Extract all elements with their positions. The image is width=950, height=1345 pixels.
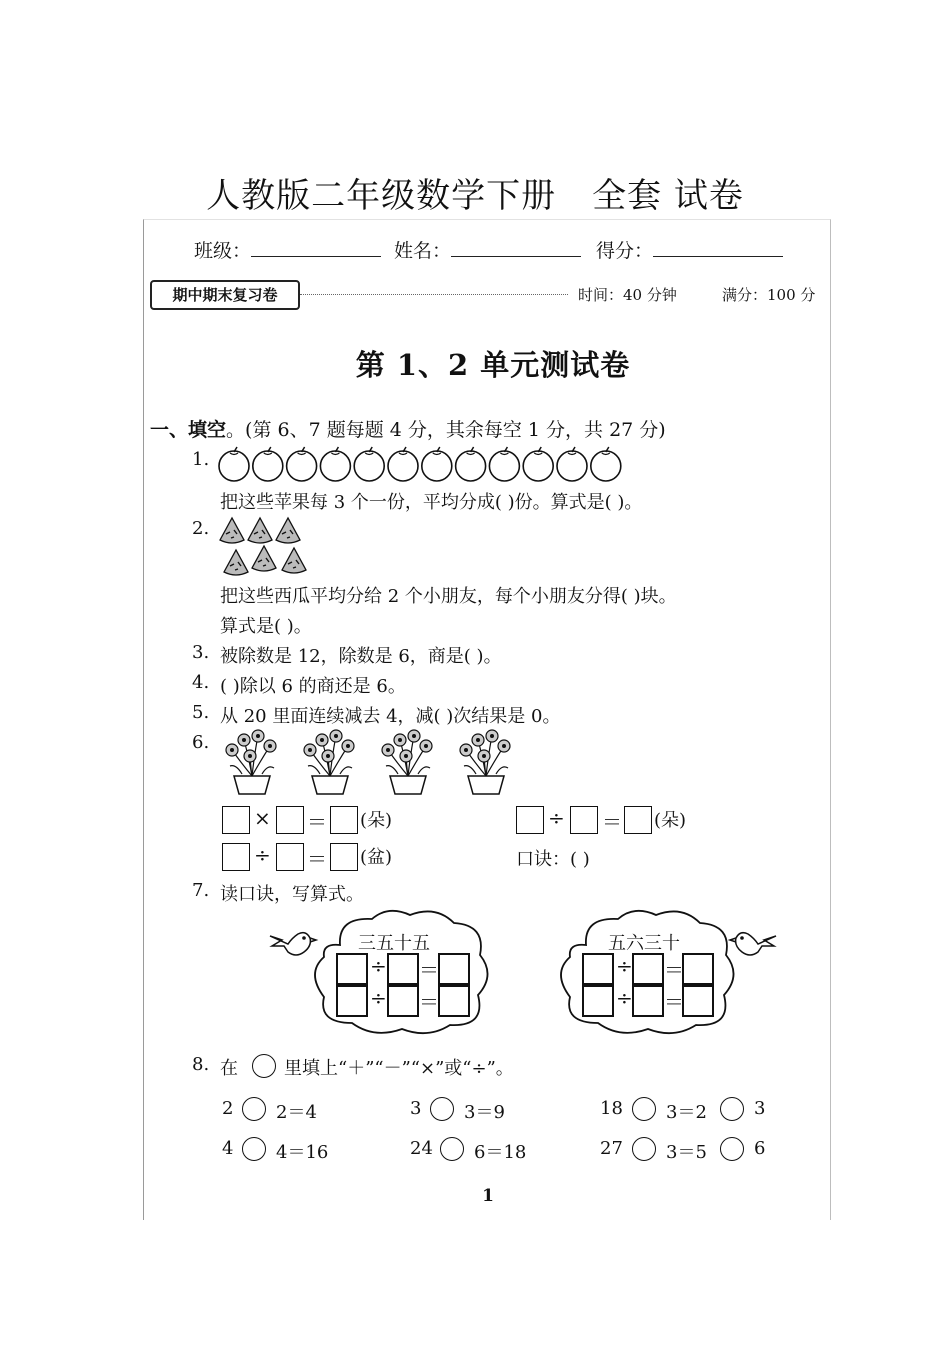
section-heading: 一、填空。(第 6、7 题每题 4 分，其余每空 1 分，共 27 分)	[150, 419, 666, 441]
q6-divide-sign: ÷	[548, 806, 565, 830]
q6-box-5[interactable]	[570, 806, 598, 834]
apple-icon	[422, 447, 452, 481]
q2-text-line1: 把这些西瓜平均分给 2 个小朋友，每个小朋友分得( )块。	[220, 586, 677, 607]
apple-icon	[456, 447, 486, 481]
apple-icon	[523, 447, 553, 481]
q5-number: 5.	[192, 702, 210, 723]
apple-icon	[287, 447, 317, 481]
q1-number: 1.	[192, 449, 210, 470]
operator-circle[interactable]	[242, 1097, 266, 1121]
q4-number: 4.	[192, 672, 210, 693]
q7-left-box-4[interactable]	[336, 985, 368, 1017]
watermelon-slice-icon	[282, 548, 306, 573]
bird-icon	[266, 922, 316, 962]
q6-unit: (朵)	[654, 810, 687, 831]
name-blank[interactable]	[451, 240, 581, 257]
watermelon-slice-icon	[248, 518, 272, 543]
q7-number: 7.	[192, 880, 210, 901]
q6-box-6[interactable]	[624, 806, 652, 834]
q7-equals-sign: ＝	[419, 958, 439, 982]
q8-operand: 4	[222, 1138, 234, 1159]
q7-equals-sign: ＝	[664, 958, 684, 982]
q3-text: 被除数是 12，除数是 6，商是( )。	[220, 646, 502, 667]
q6-times-sign: ×	[254, 806, 271, 830]
operator-circle[interactable]	[430, 1097, 454, 1121]
q6-box-2[interactable]	[276, 806, 304, 834]
q7-equals-sign: ＝	[664, 990, 684, 1014]
q7-text: 读口诀，写算式。	[220, 884, 364, 905]
q2-number: 2.	[192, 518, 210, 539]
q8-operand: 2	[222, 1098, 234, 1119]
q8-operand: 18	[600, 1098, 623, 1119]
q7-left-box-5[interactable]	[387, 985, 419, 1017]
unit-title: 第 1、2 单元测试卷	[355, 348, 631, 382]
apple-icon	[591, 447, 621, 481]
q6-divide-sign: ÷	[254, 843, 271, 867]
q8-operand: 6＝18	[474, 1142, 527, 1163]
flower-pots-illustration	[218, 728, 538, 798]
q7-divide-sign: ÷	[616, 954, 633, 978]
watermelon-slice-icon	[224, 550, 248, 575]
q8-text-post: 里填上“＋”“－”“×”或“÷”。	[284, 1058, 514, 1079]
q7-left-box-6[interactable]	[438, 985, 470, 1017]
q8-operand: 3＝9	[464, 1102, 505, 1123]
score-field: 得分：	[596, 236, 783, 263]
flower-pot-icon	[460, 730, 510, 794]
cloud-rhyme: 三五十五	[358, 933, 430, 954]
q6-box-9[interactable]	[330, 843, 358, 871]
q8-operand: 4＝16	[276, 1142, 329, 1163]
q8-operand: 3＝2	[666, 1102, 707, 1123]
operator-circle[interactable]	[632, 1137, 656, 1161]
q7-right-box-5[interactable]	[632, 985, 664, 1017]
q6-number: 6.	[192, 732, 210, 753]
q6-box-4[interactable]	[516, 806, 544, 834]
name-field: 姓名：	[394, 236, 581, 263]
q6-equals-sign: ＝	[602, 810, 622, 834]
operator-circle[interactable]	[440, 1137, 464, 1161]
apple-icon	[354, 447, 384, 481]
q8-operand: 2＝4	[276, 1102, 317, 1123]
q6-unit: (朵)	[360, 810, 393, 831]
review-tag: 期中期末复习卷	[150, 280, 300, 310]
q6-box-7[interactable]	[222, 843, 250, 871]
operator-circle[interactable]	[720, 1137, 744, 1161]
operator-circle[interactable]	[632, 1097, 656, 1121]
q2-text-line2: 算式是( )。	[220, 616, 312, 637]
apple-row-illustration	[218, 446, 638, 482]
q7-left-box-3[interactable]	[438, 953, 470, 985]
q8-operand: 3	[410, 1098, 422, 1119]
q6-equals-sign: ＝	[307, 847, 327, 871]
bird-icon	[730, 922, 780, 962]
watermelon-slice-icon	[252, 546, 276, 571]
q7-divide-sign: ÷	[370, 954, 387, 978]
apple-icon	[557, 447, 587, 481]
watermelon-slice-icon	[276, 518, 300, 543]
full-score: 满分：100 分	[722, 286, 816, 304]
q6-box-3[interactable]	[330, 806, 358, 834]
operator-circle[interactable]	[720, 1097, 744, 1121]
q6-box-1[interactable]	[222, 806, 250, 834]
q8-operand: 3	[754, 1098, 766, 1119]
q7-divide-sign: ÷	[616, 986, 633, 1010]
q6-equals-sign: ＝	[307, 810, 327, 834]
q8-operand: 27	[600, 1138, 623, 1159]
q7-right-box-1[interactable]	[582, 953, 614, 985]
q6-unit: (盆)	[360, 847, 393, 868]
q7-left-box-1[interactable]	[336, 953, 368, 985]
score-blank[interactable]	[653, 240, 783, 257]
dotted-divider	[300, 294, 568, 295]
q8-operand: 3＝5	[666, 1142, 707, 1163]
q6-rhyme-blank: 口诀：( )	[516, 849, 590, 870]
q4-text: ( )除以 6 的商还是 6。	[220, 676, 406, 697]
flower-pot-icon	[226, 730, 276, 794]
q8-operand: 6	[754, 1138, 766, 1159]
apple-icon	[388, 447, 418, 481]
apple-icon	[489, 447, 519, 481]
q8-number: 8.	[192, 1054, 210, 1075]
q1-text: 把这些苹果每 3 个一份，平均分成( )份。算式是( )。	[220, 492, 643, 513]
apple-icon	[253, 447, 283, 481]
apple-icon	[320, 447, 350, 481]
q8-text-pre: 在	[220, 1058, 238, 1079]
q7-equals-sign: ＝	[419, 990, 439, 1014]
example-circle	[252, 1054, 276, 1078]
q7-divide-sign: ÷	[370, 986, 387, 1010]
flower-pot-icon	[304, 730, 354, 794]
apple-icon	[219, 447, 249, 481]
q3-number: 3.	[192, 642, 210, 663]
time-limit: 时间：40 分钟	[578, 286, 677, 304]
q6-box-8[interactable]	[276, 843, 304, 871]
operator-circle[interactable]	[242, 1137, 266, 1161]
q7-right-box-2[interactable]	[632, 953, 664, 985]
page-number: 1	[482, 1186, 494, 1206]
watermelon-slice-icon	[220, 518, 244, 543]
q7-left-box-2[interactable]	[387, 953, 419, 985]
class-field: 班级：	[194, 236, 381, 263]
q5-text: 从 20 里面连续减去 4，减( )次结果是 0。	[220, 706, 561, 727]
q7-right-box-6[interactable]	[682, 985, 714, 1017]
cloud-rhyme: 五六三十	[608, 933, 680, 954]
watermelon-slices-illustration	[216, 516, 316, 578]
q8-operand: 24	[410, 1138, 433, 1159]
document-title: 人教版二年级数学下册 全套 试卷	[206, 176, 744, 216]
q7-right-box-4[interactable]	[582, 985, 614, 1017]
flower-pot-icon	[382, 730, 432, 794]
q7-right-box-3[interactable]	[682, 953, 714, 985]
class-blank[interactable]	[251, 240, 381, 257]
